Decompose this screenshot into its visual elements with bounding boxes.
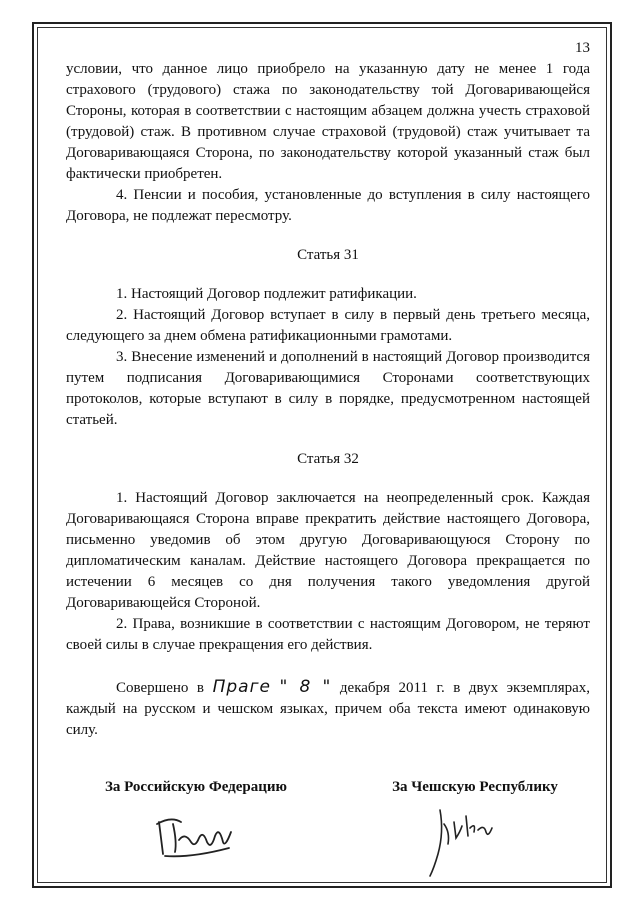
signature-label-czech: За Чешскую Республику <box>392 779 558 795</box>
document-body <box>66 38 590 888</box>
paragraph: 1. Настоящий Договор подлежит ратификации. <box>116 286 417 302</box>
handwritten-day: " 8 " <box>279 677 332 697</box>
closing-paragraph <box>66 677 590 741</box>
paragraph: 3. Внесение изменений и дополнений в настоящий Договор производится путем подписания Договаривающимися Сторонами соответствующих протоколов, которые вступают в силу в порядке, предусмотренном настоящей статьей. <box>66 349 590 428</box>
signatures-area <box>66 798 590 888</box>
closing-done-in: Совершено в <box>116 680 205 696</box>
article-heading: Статья 32 <box>297 451 359 467</box>
signature-russia-icon <box>151 812 241 862</box>
paragraph: 4. Пенсии и пособия, установленные до вступления в силу настоящего Договора, не подлежат пересмотру. <box>66 187 590 224</box>
page-number: 13 <box>575 40 590 56</box>
paragraph: 1. Настоящий Договор заключается на неопределенный срок. Каждая Договаривающаяся Сторона вправе прекратить действие настоящего Договора, письменно уведомив об этом другую Договаривающуюся Сторону по дипломатическим каналам. Действие настоящего Договора прекращается по истечении 6 месяцев со дня получения такого уведомления другой Договаривающейся Стороной. <box>66 490 590 611</box>
paragraph: 2. Настоящий Договор вступает в силу в первый день третьего месяца, следующего за днем обмена ратификационными грамотами. <box>66 307 590 344</box>
paragraph: 2. Права, возникшие в соответствии с настоящим Договором, не теряют своей силы в случае прекращения его действия. <box>66 616 590 653</box>
article-heading: Статья 31 <box>297 247 359 263</box>
signature-czech-icon <box>426 802 516 882</box>
handwritten-place: Праге <box>212 677 271 697</box>
paragraph: условии, что данное лицо приобрело на указанную дату не менее 1 года страхового (трудового) стажа по законодательству той Договаривающейся Стороны, которая в соответствии с настоящим абзацем должна учесть страховой (трудовой) стаж. В противном случае страховой (трудовой) стаж учитывает та Договаривающаяся Сторона, по законодательству которой указанный стаж был фактически приобретен. <box>66 61 590 182</box>
closing-rest: декабря 2011 г. в двух экземплярах, каждый на русском и чешском языках, причем оба текста имеют одинаковую силу. <box>66 680 591 738</box>
signature-label-russia: За Российскую Федерацию <box>104 779 288 795</box>
signature-labels <box>66 777 590 798</box>
